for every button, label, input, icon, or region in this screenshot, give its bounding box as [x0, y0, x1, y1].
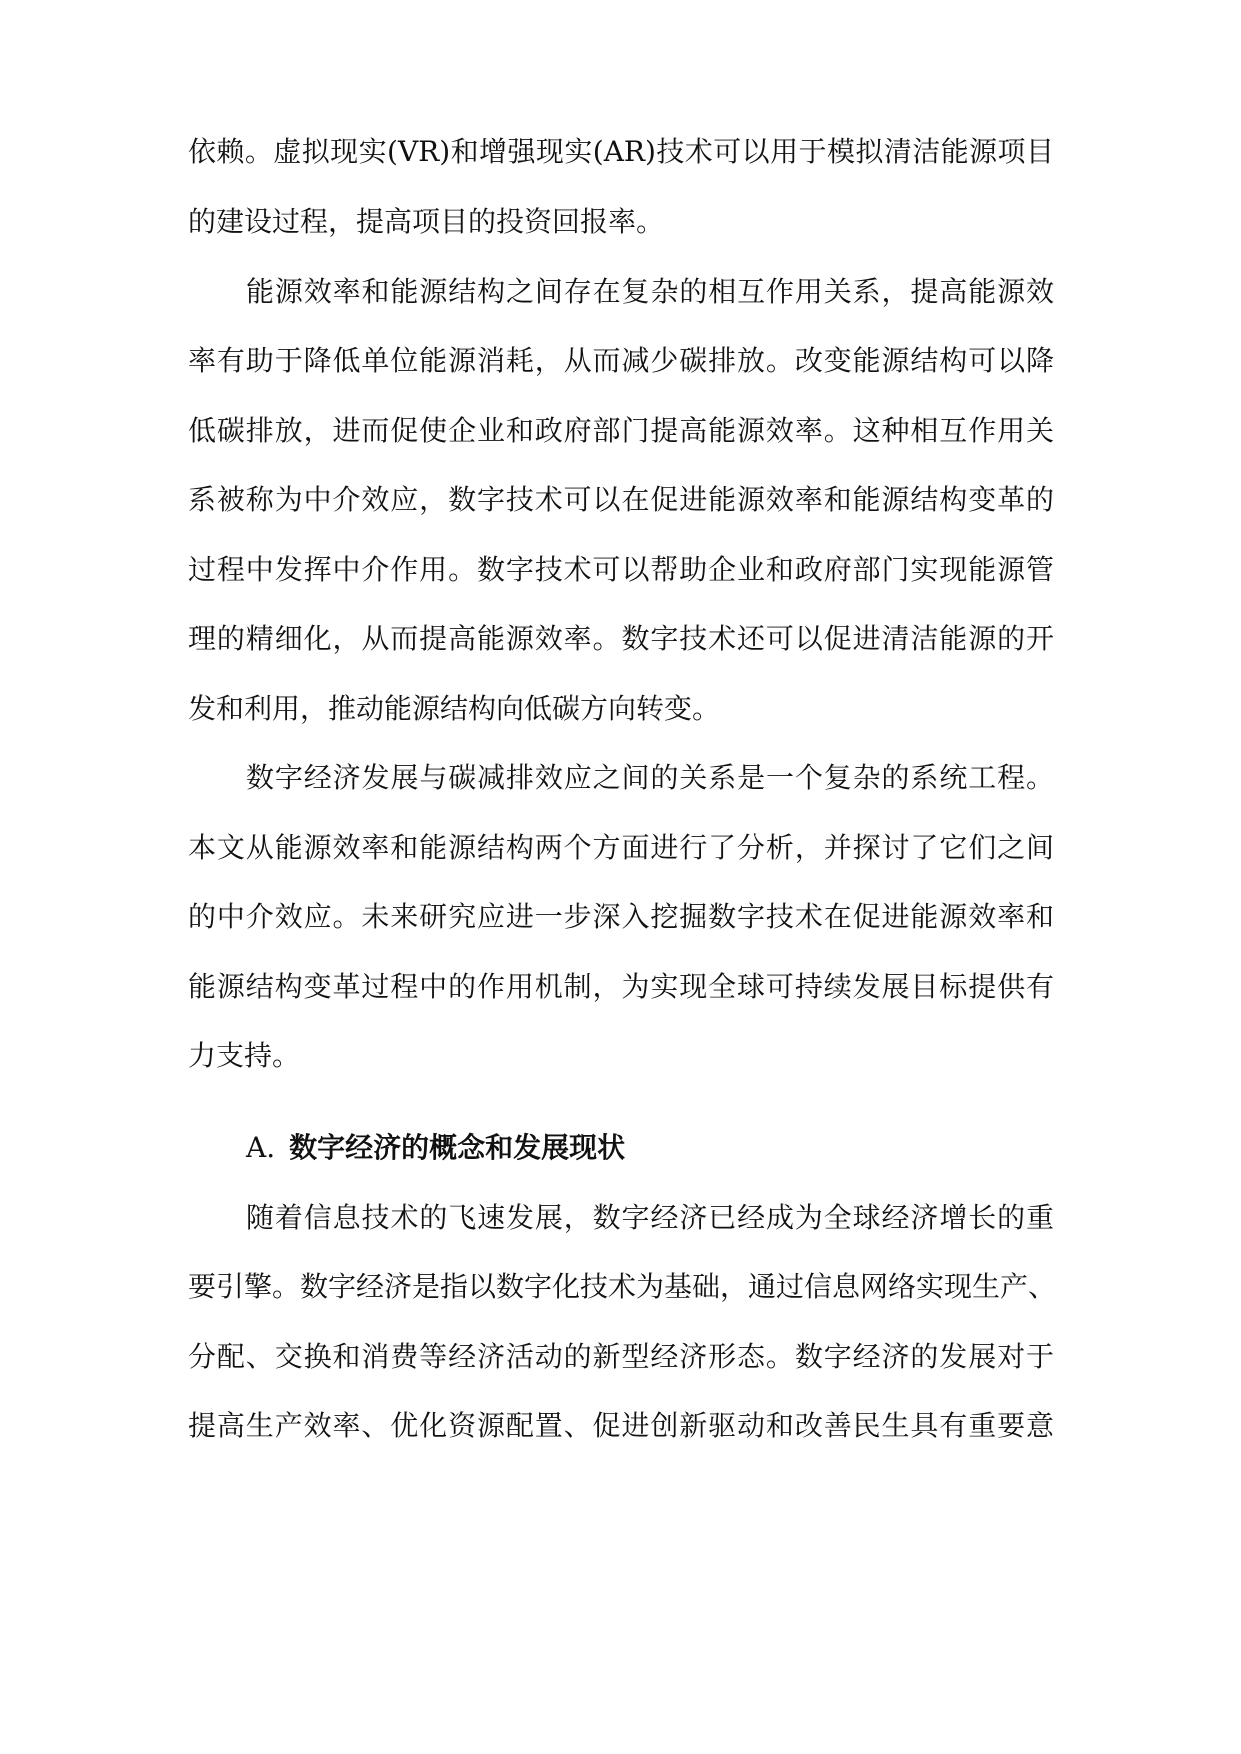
paragraph-3-line-5: 力支持。	[188, 1039, 301, 1072]
paragraph-3-line-3: 的中介效应。未来研究应进一步深入挖掘数字技术在促进能源效率和	[188, 900, 1054, 933]
paragraph-2-line-6: 理的精细化，从而提高能源效率。数字技术还可以促进清洁能源的开	[188, 622, 1054, 655]
paragraph-2-line-5: 过程中发挥中介作用。数字技术可以帮助企业和政府部门实现能源管	[188, 553, 1054, 586]
paragraph-3-line-4: 能源结构变革过程中的作用机制，为实现全球可持续发展目标提供有	[188, 970, 1054, 1003]
section-paragraph-line-2: 要引擎。数字经济是指以数字化技术为基础，通过信息网络实现生产、	[188, 1270, 1057, 1303]
paragraph-2-line-2: 率有助于降低单位能源消耗，从而减少碳排放。改变能源结构可以降	[188, 344, 1054, 377]
paragraph-3-line-1: 数字经济发展与碳减排效应之间的关系是一个复杂的系统工程。	[246, 761, 1054, 794]
paragraph-2-line-4: 系被称为中介效应，数字技术可以在促进能源效率和能源结构变革的	[188, 483, 1054, 516]
paragraph-1-line-1: 依赖。虚拟现实(VR)和增强现实(AR)技术可以用于模拟清洁能源项目	[188, 135, 1054, 168]
paragraph-3-line-2: 本文从能源效率和能源结构两个方面进行了分析，并探讨了它们之间	[188, 831, 1054, 864]
section-heading	[246, 1128, 625, 1168]
paragraph-1-line-2: 的建设过程，提高项目的投资回报率。	[188, 205, 665, 238]
paragraph-2-line-7: 发和利用，推动能源结构向低碳方向转变。	[188, 692, 721, 725]
section-number: A.	[246, 1131, 276, 1164]
section-paragraph-line-3: 分配、交换和消费等经济活动的新型经济形态。数字经济的发展对于	[188, 1340, 1054, 1373]
section-paragraph-line-1: 随着信息技术的飞速发展，数字经济已经成为全球经济增长的重	[246, 1201, 1054, 1234]
paragraph-2-line-1: 能源效率和能源结构之间存在复杂的相互作用关系，提高能源效	[246, 275, 1054, 308]
section-paragraph-line-4: 提高生产效率、优化资源配置、促进创新驱动和改善民生具有重要意	[188, 1409, 1054, 1442]
section-title: 数字经济的概念和发展现状	[289, 1131, 626, 1164]
paragraph-2-line-3: 低碳排放，进而促使企业和政府部门提高能源效率。这种相互作用关	[188, 414, 1054, 447]
